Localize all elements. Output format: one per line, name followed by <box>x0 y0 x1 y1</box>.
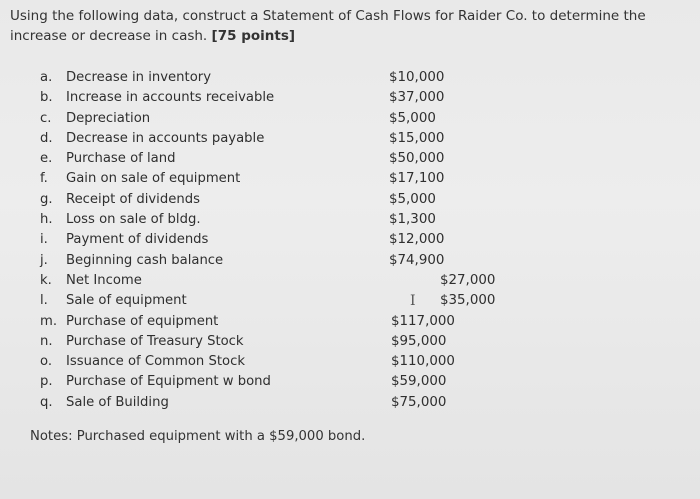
item-letter: i. <box>40 232 48 248</box>
points-label: [75 points] <box>211 28 296 44</box>
item-description: Sale of equipment <box>66 293 187 309</box>
list-item-a <box>40 68 520 88</box>
item-description: Sale of Building <box>66 394 169 410</box>
list-item-p <box>40 372 520 392</box>
list-item-c <box>40 109 520 129</box>
item-letter: p. <box>40 374 53 390</box>
list-item-l <box>40 291 520 311</box>
item-letter: d. <box>40 130 53 146</box>
item-letter: g. <box>40 191 53 207</box>
item-description: Payment of dividends <box>66 232 209 248</box>
text-cursor-icon: I <box>410 293 416 310</box>
item-letter: q. <box>40 394 53 410</box>
data-list <box>40 68 520 413</box>
item-description: Receipt of dividends <box>66 191 200 207</box>
item-description: Purchase of Treasury Stock <box>66 333 244 349</box>
item-description: Beginning cash balance <box>66 252 224 268</box>
list-item-g <box>40 190 520 210</box>
item-amount: $37,000 <box>389 90 445 106</box>
item-description: Purchase of land <box>66 151 176 167</box>
list-item-n <box>40 332 520 352</box>
item-description: Loss on sale of bldg. <box>66 212 201 228</box>
item-letter: h. <box>40 212 53 228</box>
question-header <box>10 6 680 46</box>
item-letter: f. <box>40 171 48 187</box>
list-item-h <box>40 210 520 230</box>
list-item-q <box>40 393 520 413</box>
item-amount: $5,000 <box>389 191 436 207</box>
item-amount: $5,000 <box>389 110 436 126</box>
list-item-f <box>40 169 520 189</box>
item-letter: j. <box>40 252 48 268</box>
item-letter: b. <box>40 90 53 106</box>
item-letter: o. <box>40 354 53 370</box>
item-amount: $27,000 <box>440 272 496 288</box>
item-description: Decrease in accounts payable <box>66 130 265 146</box>
list-item-d <box>40 129 520 149</box>
question-line-2-text: increase or decrease in cash. <box>10 28 212 44</box>
item-description: Purchase of Equipment w bond <box>66 374 271 390</box>
item-description: Depreciation <box>66 110 151 126</box>
item-amount: $17,100 <box>389 171 445 187</box>
item-letter: e. <box>40 151 53 167</box>
list-item-m <box>40 312 520 332</box>
item-letter: m. <box>40 313 58 329</box>
notes-text: Notes: Purchased equipment with a $59,000 bond. <box>30 429 366 444</box>
list-item-i <box>40 230 520 250</box>
item-letter: l. <box>40 293 48 309</box>
item-letter: k. <box>40 272 52 288</box>
item-amount: $35,000 <box>440 293 496 309</box>
item-amount: $117,000 <box>391 313 455 329</box>
item-amount: $59,000 <box>391 374 447 390</box>
item-amount: $50,000 <box>389 151 445 167</box>
item-amount: $10,000 <box>389 70 445 85</box>
item-amount: $75,000 <box>391 394 447 410</box>
item-letter: a. <box>40 70 53 85</box>
item-description: Issuance of Common Stock <box>66 354 245 370</box>
item-description: Purchase of equipment <box>66 313 219 329</box>
question-line-1: Using the following data, construct a Statement of Cash Flows for Raider Co. to determine the <box>10 8 646 24</box>
list-item-b <box>40 88 520 108</box>
item-description: Decrease in inventory <box>66 70 211 85</box>
item-amount: $1,300 <box>389 212 436 228</box>
item-amount: $12,000 <box>389 232 445 248</box>
list-item-o <box>40 352 520 372</box>
item-amount: $74,900 <box>389 252 445 268</box>
item-letter: c. <box>40 110 52 126</box>
list-item-j <box>40 251 520 271</box>
item-description: Gain on sale of equipment <box>66 171 241 187</box>
item-description: Net Income <box>66 272 142 288</box>
list-item-e <box>40 149 520 169</box>
item-description: Increase in accounts receivable <box>66 90 275 106</box>
list-item-k <box>40 271 520 291</box>
item-letter: n. <box>40 333 53 349</box>
item-amount: $110,000 <box>391 354 455 370</box>
item-amount: $95,000 <box>391 333 447 349</box>
item-amount: $15,000 <box>389 130 445 146</box>
question-line-2 <box>10 26 680 46</box>
